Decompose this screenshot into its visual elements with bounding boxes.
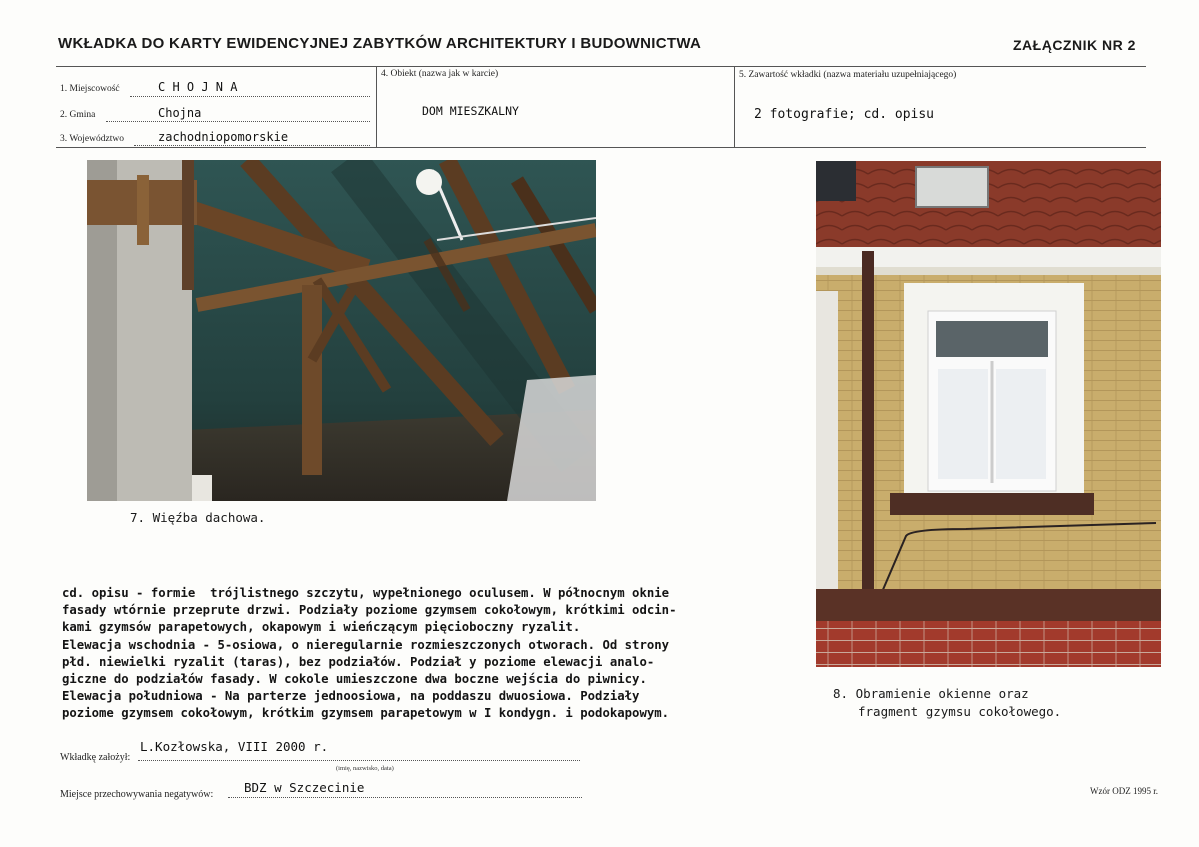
form-model-label: Wzór ODZ 1995 r.: [1090, 786, 1158, 796]
description-text: [62, 585, 676, 723]
voivodeship-value: zachodniopomorskie: [158, 130, 289, 144]
annex-number: ZAŁĄCZNIK NR 2: [1013, 37, 1136, 53]
prepared-by-hint: (imię, nazwisko, data): [336, 765, 394, 772]
document-title: WKŁADKA DO KARTY EWIDENCYJNEJ ZABYTKÓW ARCHITEKTURY I BUDOWNICTWA: [58, 35, 702, 52]
description-line: płd. niewielki ryzalit (taras), bez podziałów. Podział y poziome elewacji analo-: [62, 654, 655, 669]
contents-value: 2 fotografie; cd. opisu: [754, 107, 935, 122]
place-value: C H O J N A: [158, 80, 238, 94]
table-divider-1: [376, 66, 377, 147]
contents-label: 5. Zawartość wkładki (nazwa materiału uzupełniającego): [739, 70, 957, 80]
photo7-caption: 7. Więźba dachowa.: [130, 510, 266, 525]
photo8-caption-line1: 8. Obramienie okienne oraz: [833, 686, 1029, 701]
object-label: 4. Obiekt (nazwa jak w karcie): [381, 69, 499, 79]
roof-truss-image: [87, 160, 596, 501]
photo8-caption-line2: fragment gzymsu cokołowego.: [858, 704, 1062, 719]
prepared-by-dotted-line: [138, 760, 580, 761]
storage-value: BDZ w Szczecinie: [244, 780, 365, 795]
voivodeship-label: 3. Województwo: [60, 134, 124, 144]
description-line: cd. opisu - formie trójlistnego szczytu, wypełnionego oculusem. W północnym oknie: [62, 586, 670, 600]
object-value: DOM MIESZKALNY: [422, 104, 519, 118]
photo-roof-truss: [87, 160, 596, 501]
voivodeship-dotted-line: [134, 145, 370, 146]
description-line: Elewacja południowa - Na parterze jednoosiowa, na poddaszu dwuosiowa. Podziały: [62, 689, 640, 704]
table-divider-2: [734, 66, 735, 147]
table-bottom-border: [56, 147, 1146, 148]
commune-value: Chojna: [158, 106, 202, 120]
storage-dotted-line: [228, 797, 582, 798]
prepared-by-value: L.Kozłowska, VIII 2000 r.: [140, 739, 329, 754]
table-top-border: [56, 66, 1146, 67]
place-dotted-line: [130, 96, 370, 97]
window-frame-image: [816, 161, 1161, 667]
description-line: poziome gzymsem cokołowym, krótkim gzymsem parapetowym w I kondygn. i podokapowym.: [62, 706, 670, 721]
description-line: giczne do podziałów fasady. W cokole umieszczone dwa boczne wejścia do piwnicy.: [62, 672, 647, 687]
description-line: Elewacja wschodnia - 5-osiowa, o nieregularnie rozmieszczonych otworach. Od strony: [62, 637, 670, 652]
photo-window-frame: [816, 161, 1161, 667]
storage-label: Miejsce przechowywania negatywów:: [60, 789, 214, 800]
place-label: 1. Miejscowość: [60, 84, 120, 94]
prepared-by-label: Wkładkę założył:: [60, 752, 131, 763]
description-line: kami gzymsów parapetowych, okapowym i wieńczącym pięcioboczny ryzalit.: [62, 620, 581, 635]
commune-dotted-line: [106, 121, 370, 122]
commune-label: 2. Gmina: [60, 110, 96, 120]
description-line: fasady wtórnie przeprute drzwi. Podziały poziome gzymsem cokołowym, krótkimi odcin-: [62, 603, 677, 618]
